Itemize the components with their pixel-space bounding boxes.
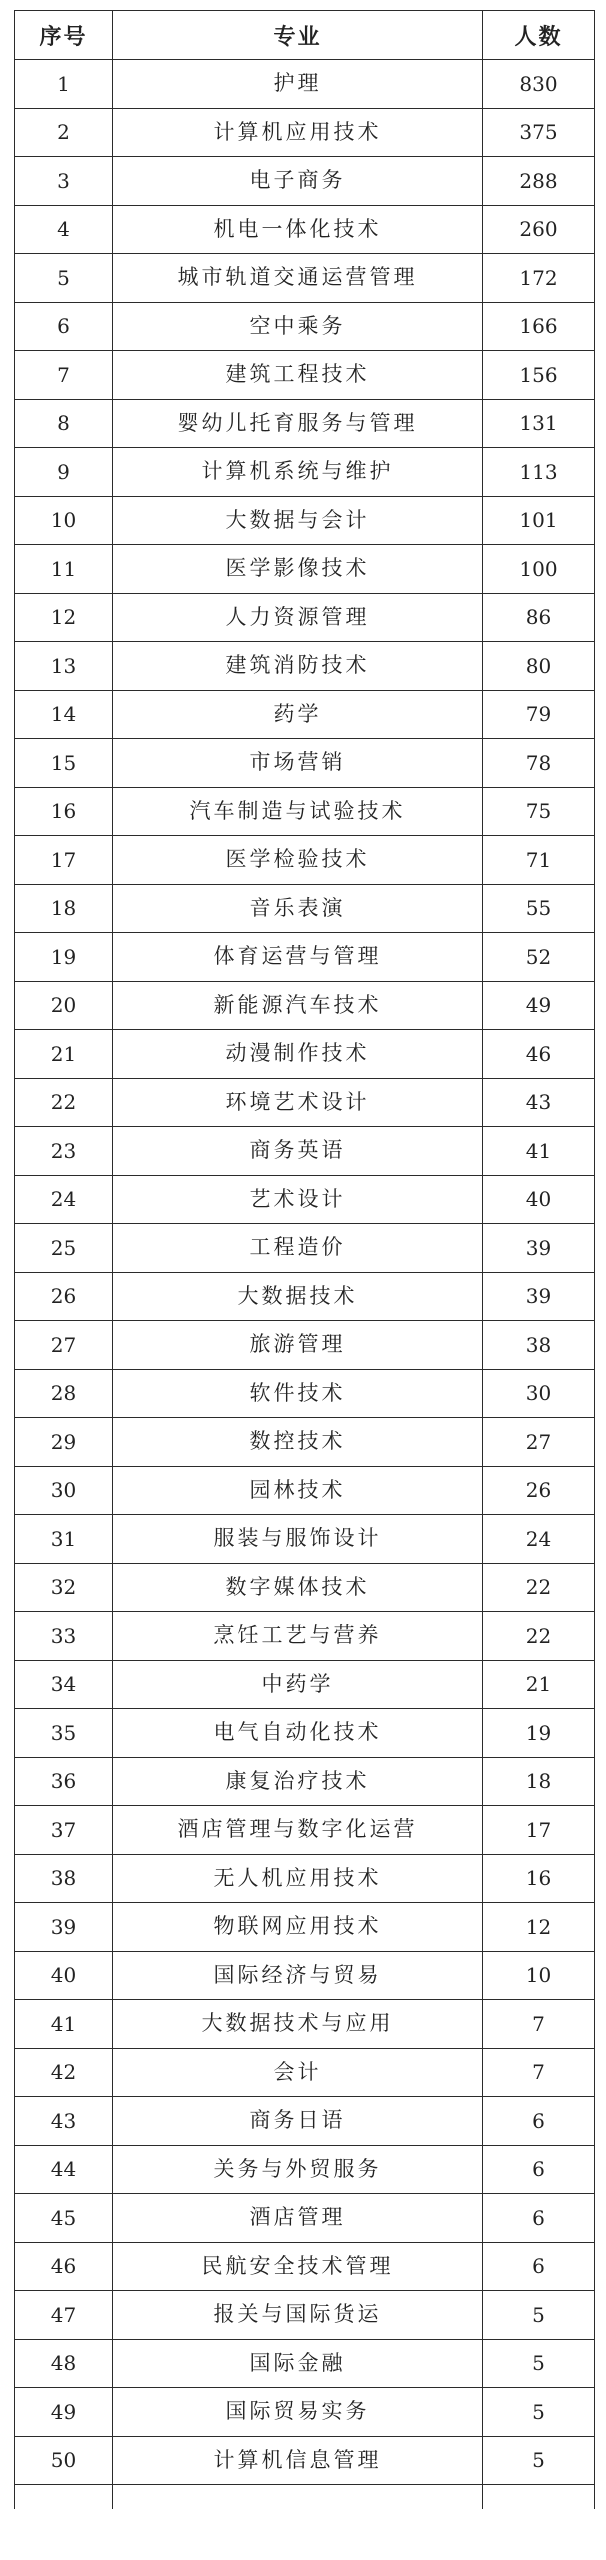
table-row [15,60,595,109]
row-count-cell: 46 [483,1030,595,1079]
table-row [15,351,595,400]
row-count-cell: 100 [483,545,595,594]
table-row [15,690,595,739]
row-count-cell: 6 [483,2097,595,2146]
row-index-cell: 25 [15,1224,113,1273]
row-index-cell: 27 [15,1321,113,1370]
table-row [15,981,595,1030]
row-count-cell: 5 [483,2291,595,2340]
row-index-cell: 40 [15,1951,113,2000]
row-major-cell: 国际贸易实务 [113,2388,483,2437]
row-index-cell: 8 [15,399,113,448]
row-index-cell: 17 [15,836,113,885]
row-major-cell: 酒店管理 [113,2194,483,2243]
table-row [15,1466,595,1515]
table-row [15,2097,595,2146]
row-count-cell: 27 [483,1418,595,1467]
row-count-cell: 101 [483,496,595,545]
row-major-cell: 民航安全技术管理 [113,2242,483,2291]
table-row [15,1709,595,1758]
row-count-cell: 131 [483,399,595,448]
table-body [15,60,595,2510]
row-count-cell: 52 [483,933,595,982]
row-major-cell: 商务日语 [113,2097,483,2146]
row-index-cell: 28 [15,1369,113,1418]
row-count-cell: 288 [483,157,595,206]
row-index-cell: 32 [15,1563,113,1612]
row-count-cell: 86 [483,593,595,642]
row-count-cell: 6 [483,2194,595,2243]
row-index-cell: 31 [15,1515,113,1564]
row-count-cell: 18 [483,1757,595,1806]
row-index-cell: 30 [15,1466,113,1515]
row-count-cell: 79 [483,690,595,739]
row-count-cell: 156 [483,351,595,400]
row-index-cell: 6 [15,302,113,351]
cropped-cell [113,2485,483,2510]
table-row [15,157,595,206]
row-index-cell: 38 [15,1854,113,1903]
row-major-cell: 商务英语 [113,1127,483,1176]
row-count-cell: 17 [483,1806,595,1855]
row-index-cell: 41 [15,2000,113,2049]
row-index-cell: 1 [15,60,113,109]
row-count-cell: 49 [483,981,595,1030]
row-major-cell: 电气自动化技术 [113,1709,483,1758]
table-row [15,1903,595,1952]
row-index-cell: 26 [15,1272,113,1321]
row-major-cell: 环境艺术设计 [113,1078,483,1127]
table-row [15,399,595,448]
table-row [15,1563,595,1612]
table-row [15,933,595,982]
row-count-cell: 38 [483,1321,595,1370]
row-major-cell: 药学 [113,690,483,739]
row-major-cell: 软件技术 [113,1369,483,1418]
enrollment-table-container [14,10,594,2509]
row-major-cell: 汽车制造与试验技术 [113,787,483,836]
row-index-cell: 37 [15,1806,113,1855]
table-row [15,2388,595,2437]
row-count-cell: 26 [483,1466,595,1515]
table-row [15,1515,595,1564]
table-row [15,1951,595,2000]
row-major-cell: 物联网应用技术 [113,1903,483,1952]
table-row [15,2194,595,2243]
row-major-cell: 计算机应用技术 [113,108,483,157]
table-row [15,108,595,157]
row-major-cell: 报关与国际货运 [113,2291,483,2340]
row-count-cell: 80 [483,642,595,691]
row-count-cell: 21 [483,1660,595,1709]
row-major-cell: 旅游管理 [113,1321,483,1370]
row-index-cell: 33 [15,1612,113,1661]
row-count-cell: 7 [483,2048,595,2097]
row-index-cell: 13 [15,642,113,691]
table-row [15,254,595,303]
row-index-cell: 44 [15,2145,113,2194]
row-major-cell: 国际经济与贸易 [113,1951,483,2000]
row-index-cell: 7 [15,351,113,400]
row-major-cell: 体育运营与管理 [113,933,483,982]
row-count-cell: 19 [483,1709,595,1758]
row-count-cell: 30 [483,1369,595,1418]
row-major-cell: 大数据与会计 [113,496,483,545]
row-index-cell: 42 [15,2048,113,2097]
row-major-cell: 大数据技术与应用 [113,2000,483,2049]
table-row [15,1369,595,1418]
row-major-cell: 机电一体化技术 [113,205,483,254]
row-major-cell: 市场营销 [113,739,483,788]
table-row [15,205,595,254]
row-index-cell: 12 [15,593,113,642]
row-count-cell: 71 [483,836,595,885]
row-index-cell: 29 [15,1418,113,1467]
table-row [15,1806,595,1855]
row-major-cell: 酒店管理与数字化运营 [113,1806,483,1855]
row-major-cell: 会计 [113,2048,483,2097]
header-count: 人数 [483,11,595,60]
table-row [15,2048,595,2097]
table-row [15,787,595,836]
row-major-cell: 服装与服饰设计 [113,1515,483,1564]
row-index-cell: 19 [15,933,113,982]
table-row [15,2145,595,2194]
table-row [15,2436,595,2485]
table-row [15,1078,595,1127]
table-row [15,2291,595,2340]
row-index-cell: 9 [15,448,113,497]
row-count-cell: 260 [483,205,595,254]
row-major-cell: 医学检验技术 [113,836,483,885]
row-major-cell: 空中乘务 [113,302,483,351]
row-count-cell: 75 [483,787,595,836]
row-index-cell: 10 [15,496,113,545]
row-count-cell: 375 [483,108,595,157]
row-index-cell: 18 [15,884,113,933]
row-index-cell: 47 [15,2291,113,2340]
row-count-cell: 39 [483,1224,595,1273]
table-row [15,448,595,497]
row-count-cell: 830 [483,60,595,109]
table-row [15,1030,595,1079]
row-index-cell: 45 [15,2194,113,2243]
row-index-cell: 35 [15,1709,113,1758]
row-major-cell: 电子商务 [113,157,483,206]
table-row [15,1854,595,1903]
header-major: 专业 [113,11,483,60]
row-index-cell: 2 [15,108,113,157]
row-index-cell: 34 [15,1660,113,1709]
row-major-cell: 医学影像技术 [113,545,483,594]
table-row [15,1660,595,1709]
row-major-cell: 无人机应用技术 [113,1854,483,1903]
row-index-cell: 23 [15,1127,113,1176]
row-count-cell: 5 [483,2436,595,2485]
row-count-cell: 40 [483,1175,595,1224]
table-row [15,739,595,788]
row-count-cell: 22 [483,1563,595,1612]
row-count-cell: 43 [483,1078,595,1127]
table-row-cropped [15,2485,595,2510]
row-major-cell: 计算机系统与维护 [113,448,483,497]
row-major-cell: 建筑消防技术 [113,642,483,691]
row-count-cell: 10 [483,1951,595,2000]
row-major-cell: 康复治疗技术 [113,1757,483,1806]
table-row [15,642,595,691]
row-index-cell: 50 [15,2436,113,2485]
row-index-cell: 5 [15,254,113,303]
row-major-cell: 工程造价 [113,1224,483,1273]
row-index-cell: 36 [15,1757,113,1806]
row-major-cell: 关务与外贸服务 [113,2145,483,2194]
row-count-cell: 12 [483,1903,595,1952]
table-row [15,1175,595,1224]
table-row [15,2000,595,2049]
row-count-cell: 5 [483,2339,595,2388]
row-major-cell: 护理 [113,60,483,109]
table-row [15,2339,595,2388]
row-index-cell: 22 [15,1078,113,1127]
enrollment-table [14,10,595,2509]
cropped-cell [15,2485,113,2510]
row-index-cell: 43 [15,2097,113,2146]
row-major-cell: 计算机信息管理 [113,2436,483,2485]
row-index-cell: 14 [15,690,113,739]
header-index: 序号 [15,11,113,60]
row-major-cell: 园林技术 [113,1466,483,1515]
row-index-cell: 24 [15,1175,113,1224]
row-major-cell: 婴幼儿托育服务与管理 [113,399,483,448]
row-major-cell: 数控技术 [113,1418,483,1467]
cropped-cell [483,2485,595,2510]
row-major-cell: 建筑工程技术 [113,351,483,400]
row-index-cell: 21 [15,1030,113,1079]
row-count-cell: 7 [483,2000,595,2049]
row-major-cell: 人力资源管理 [113,593,483,642]
row-index-cell: 46 [15,2242,113,2291]
row-count-cell: 172 [483,254,595,303]
row-index-cell: 15 [15,739,113,788]
row-major-cell: 新能源汽车技术 [113,981,483,1030]
row-count-cell: 22 [483,1612,595,1661]
row-count-cell: 166 [483,302,595,351]
table-row [15,1224,595,1273]
row-index-cell: 39 [15,1903,113,1952]
row-major-cell: 国际金融 [113,2339,483,2388]
row-major-cell: 艺术设计 [113,1175,483,1224]
table-row [15,836,595,885]
row-major-cell: 城市轨道交通运营管理 [113,254,483,303]
row-count-cell: 6 [483,2145,595,2194]
table-row [15,1127,595,1176]
row-count-cell: 55 [483,884,595,933]
table-row [15,545,595,594]
row-count-cell: 24 [483,1515,595,1564]
row-major-cell: 烹饪工艺与营养 [113,1612,483,1661]
table-row [15,2242,595,2291]
row-index-cell: 48 [15,2339,113,2388]
row-major-cell: 大数据技术 [113,1272,483,1321]
table-row [15,496,595,545]
table-row [15,1272,595,1321]
row-index-cell: 16 [15,787,113,836]
row-index-cell: 11 [15,545,113,594]
table-row [15,1757,595,1806]
row-index-cell: 20 [15,981,113,1030]
row-major-cell: 音乐表演 [113,884,483,933]
table-row [15,302,595,351]
row-count-cell: 41 [483,1127,595,1176]
table-row [15,1418,595,1467]
row-major-cell: 数字媒体技术 [113,1563,483,1612]
table-row [15,593,595,642]
row-index-cell: 4 [15,205,113,254]
row-count-cell: 5 [483,2388,595,2437]
row-index-cell: 3 [15,157,113,206]
table-row [15,1612,595,1661]
row-count-cell: 6 [483,2242,595,2291]
row-count-cell: 113 [483,448,595,497]
row-count-cell: 39 [483,1272,595,1321]
table-row [15,1321,595,1370]
table-header-row [15,11,595,60]
row-major-cell: 中药学 [113,1660,483,1709]
row-index-cell: 49 [15,2388,113,2437]
row-count-cell: 16 [483,1854,595,1903]
row-count-cell: 78 [483,739,595,788]
row-major-cell: 动漫制作技术 [113,1030,483,1079]
table-row [15,884,595,933]
